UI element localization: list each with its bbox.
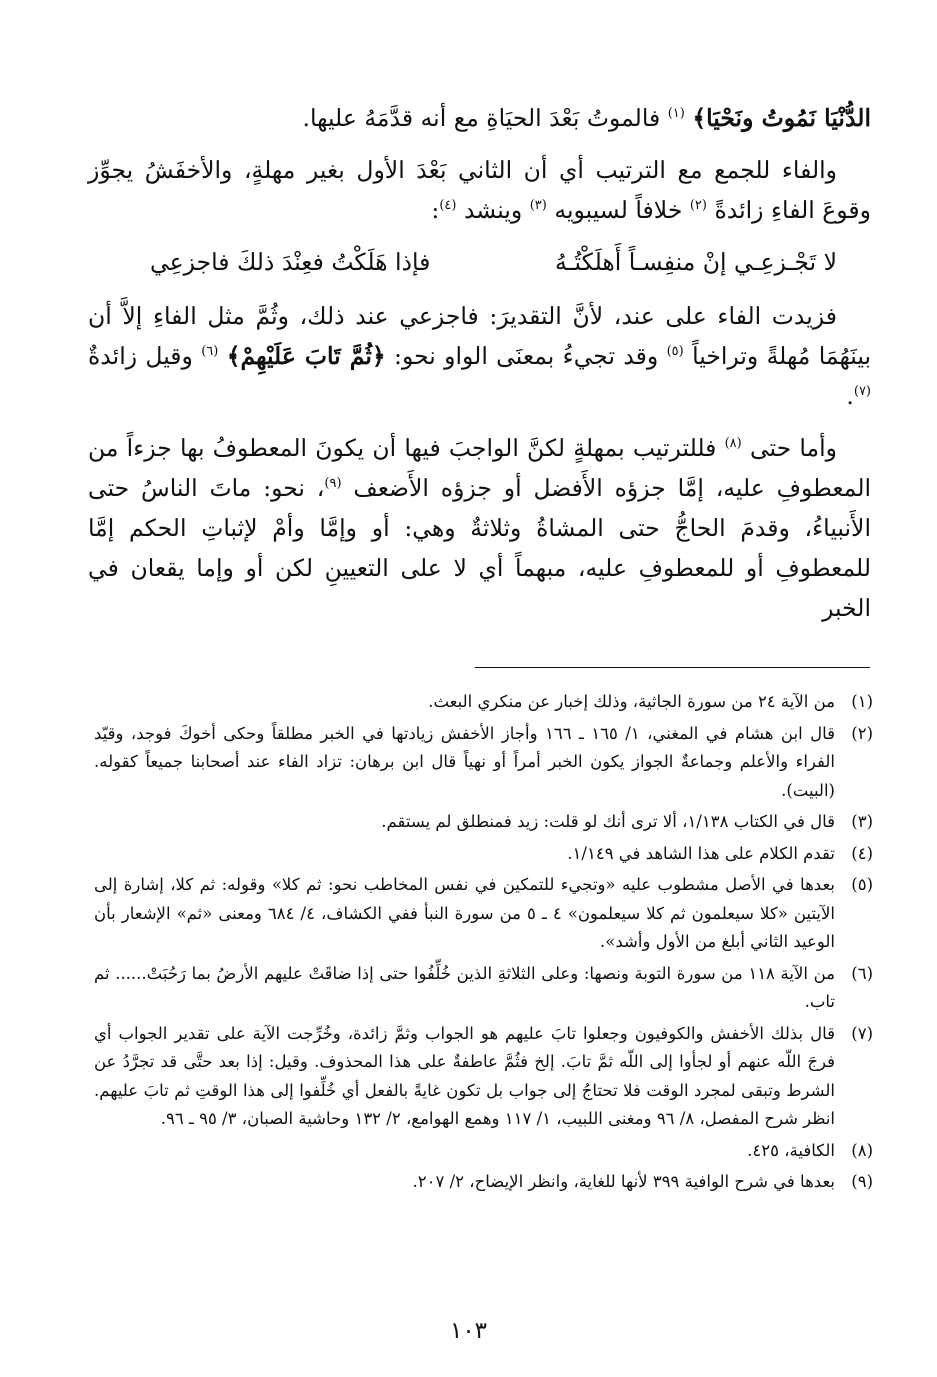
paragraph-text: وقد تجيءُ بمعنَى الواو نحو: bbox=[394, 342, 659, 370]
poetry-verse bbox=[88, 242, 871, 282]
quran-quote: الدُّنْيَا نَمُوتُ ونَحْيَا﴾ bbox=[692, 104, 871, 132]
paragraph-text: والفاء للجمع مع الترتيب أي أن الثاني بَعْدَ الأول بغير مهلةٍ، والأخفَشُ يجوِّز وقوعَ الفاءِ زائدةً bbox=[88, 156, 871, 224]
footnote-number: (٦) bbox=[851, 963, 873, 983]
paragraph-text: فللترتيب بمهلةٍ لكنَّ الواجبَ فيها أن يكونَ المعطوفُ بها جزءاً من المعطوفِ عليه، إمَّا جزؤه الأَفضل أو جزؤه الأَضعف bbox=[88, 434, 872, 502]
footnote-number: (٧) bbox=[851, 1023, 873, 1043]
footnote-number: (٥) bbox=[851, 875, 873, 894]
footnote-ref: (٩) bbox=[324, 476, 342, 492]
footnote bbox=[94, 1137, 873, 1166]
footnote-number: (٢) bbox=[851, 723, 873, 743]
paragraph-text: فزيدت الفاء على عند، لأنَّ التقديرَ: فاجزعي عند ذلك، وثُمَّ مثل الفاءِ إلاَّ أن بينَهُمَا مُهلةً وتراخياً bbox=[88, 302, 871, 370]
footnote bbox=[94, 808, 873, 837]
paragraph-text: فالموتُ بَعْدَ الحيَاةِ مع أنه قدَّمَهُ عليها. bbox=[302, 104, 661, 132]
footnote-text: قال ابن هشام في المغني، ١/ ١٦٥ ـ ١٦٦ وأجاز الأخفش زيادتها في الخبر مطلقاً وحكى أخوكَ فوجد، وقيّد الفراء والأعلم وجماعةٌ الجواز يكون الخبر أمراً أو نهياً قال ابن برهان: تزاد الفاء عند أصحابنا جميعاً كقوله. (البيت). bbox=[94, 723, 835, 800]
paragraph-1 bbox=[88, 98, 871, 138]
paragraph-text: ، نحو: ماتَ الناسُ حتى الأَنبياءُ، وقدمَ الحاجُّ حتى المشاةُ وثلاثةٌ وهي: أو وإمَّا وأمْ لإثباتِ الحكم إمَّا للمعطوفِ أو للمعطوفِ عليه، مبهماً أي لا على التعيينِ لكن أو وإما يقعان في الخبر bbox=[88, 474, 871, 622]
footnote-text: بعدها في شرح الوافية ٣٩٩ لأنها للغاية، وانظر الإيضاح، ٢/ ٢٠٧. bbox=[412, 1172, 835, 1191]
footnote-number: (٩) bbox=[851, 1172, 873, 1191]
footnote bbox=[94, 871, 873, 957]
footnote-ref: (١) bbox=[667, 106, 685, 122]
footnote-number: (١) bbox=[851, 692, 873, 711]
paragraph-text: خلافاً لسيبويه bbox=[554, 196, 683, 224]
paragraph-2 bbox=[88, 150, 871, 230]
footnote bbox=[94, 1020, 873, 1134]
footnotes bbox=[94, 688, 873, 1200]
footnote-text: بعدها في الأصل مشطوب عليه «وتجيء للتمكين في نفس المخاطب نحو: ثم كلا» وقوله: ثم كلا، إشارة إلى الآيتين «كلا سيعلمون ثم كلا سيعلمون» ٤ ـ ٥ من سورة النبأ ففي الكشاف، ٤/ ٦٨٤ ومعنى «ثم» الإشعار بأن الوعيد الثاني أبلغ من الأول وأشد». bbox=[94, 875, 835, 951]
paragraph-4 bbox=[88, 428, 871, 628]
paragraph-text: وقيل زائدةٌ bbox=[88, 342, 193, 370]
footnote-text: قال في الكتاب ١/١٣٨، ألا ترى أنك لو قلت: زيد فمنطلق لم يستقم. bbox=[381, 812, 835, 831]
footnote bbox=[94, 840, 873, 869]
footnote-number: (٨) bbox=[851, 1140, 873, 1160]
footnote-text: من الآية ١١٨ من سورة التوبة ونصها: وعلى الثلاثةِ الذين خُلِّفُوا حتى إذا ضاقَتْ عليهم الأرضُ بما رَحُبَتْ...... ثم تاب. bbox=[94, 963, 836, 1011]
verse-hemistich-1: لا تَجْـزعِـي إنْ منفِسـاً أَهلَكْتُـهُ bbox=[555, 248, 837, 276]
footnote-number: (٣) bbox=[851, 812, 873, 831]
verse-hemistich-2: فإذا هَلَكْتُ فعِنْدَ ذلكَ فاجزعِي bbox=[150, 248, 431, 276]
paragraph-3 bbox=[88, 296, 871, 416]
footnote bbox=[94, 688, 873, 717]
quran-quote: ﴿ثُمَّ تَابَ عَلَيْهِمْ﴾ bbox=[226, 342, 386, 370]
footnote-ref: (٧) bbox=[853, 384, 871, 400]
footnote-ref: (٣) bbox=[529, 198, 547, 214]
footnote-ref: (٢) bbox=[689, 198, 707, 214]
footnote-text: تقدم الكلام على هذا الشاهد في ١/١٤٩. bbox=[567, 843, 835, 863]
paragraph-text: . bbox=[846, 382, 854, 410]
footnote bbox=[94, 960, 873, 1017]
paragraph-text: وأما حتى bbox=[749, 434, 837, 462]
footnote-separator bbox=[475, 667, 870, 668]
footnote bbox=[94, 1168, 873, 1197]
footnote-ref: (٨) bbox=[724, 436, 742, 452]
paragraph-text: وينشد bbox=[463, 196, 523, 224]
footnote bbox=[94, 720, 873, 806]
footnote-text: من الآية ٢٤ من سورة الجاثية، وذلك إخبار عن منكري البعث. bbox=[428, 692, 835, 711]
paragraph-text: : bbox=[431, 196, 440, 224]
footnote-ref: (٤) bbox=[439, 198, 457, 214]
footnote-text: الكافية، ٤٢٥. bbox=[747, 1140, 835, 1160]
footnote-text: قال بذلك الأخفش والكوفيون وجعلوا تابَ عليهم هو الجواب وثمَّ زائدة، وخُرِّجت الآية على تقدير الجواب أي فرجَ اللّه عنهم أو لجأوا إلى اللّه ثمَّ تابَ. إلخ فثُمَّ عاطفةٌ على هذا المحذوف. وقيل: إذا بعد حتَّى قد تجرَّدُ عن الشرط وتبقى لمجرد الوقت فلا تحتاجُ إلى جواب بل تكون غايةً بالفعل أي خُلِّفوا إلى هذا الوقتِ ثم تابَ عليهم. انظر شرح المفصل، ٨/ ٩٦ ومغنى اللبيب، ١/ ١١٧ وهمع الهوامع، ٢/ ١٣٢ وحاشية الصبان، ٣/ ٩٥ ـ ٩٦. bbox=[94, 1023, 835, 1128]
main-text bbox=[88, 98, 871, 640]
footnote-number: (٤) bbox=[851, 843, 873, 863]
footnote-ref: (٥) bbox=[666, 344, 684, 360]
page-number: ١٠٣ bbox=[449, 1318, 488, 1344]
footnote-ref: (٦) bbox=[201, 344, 219, 360]
